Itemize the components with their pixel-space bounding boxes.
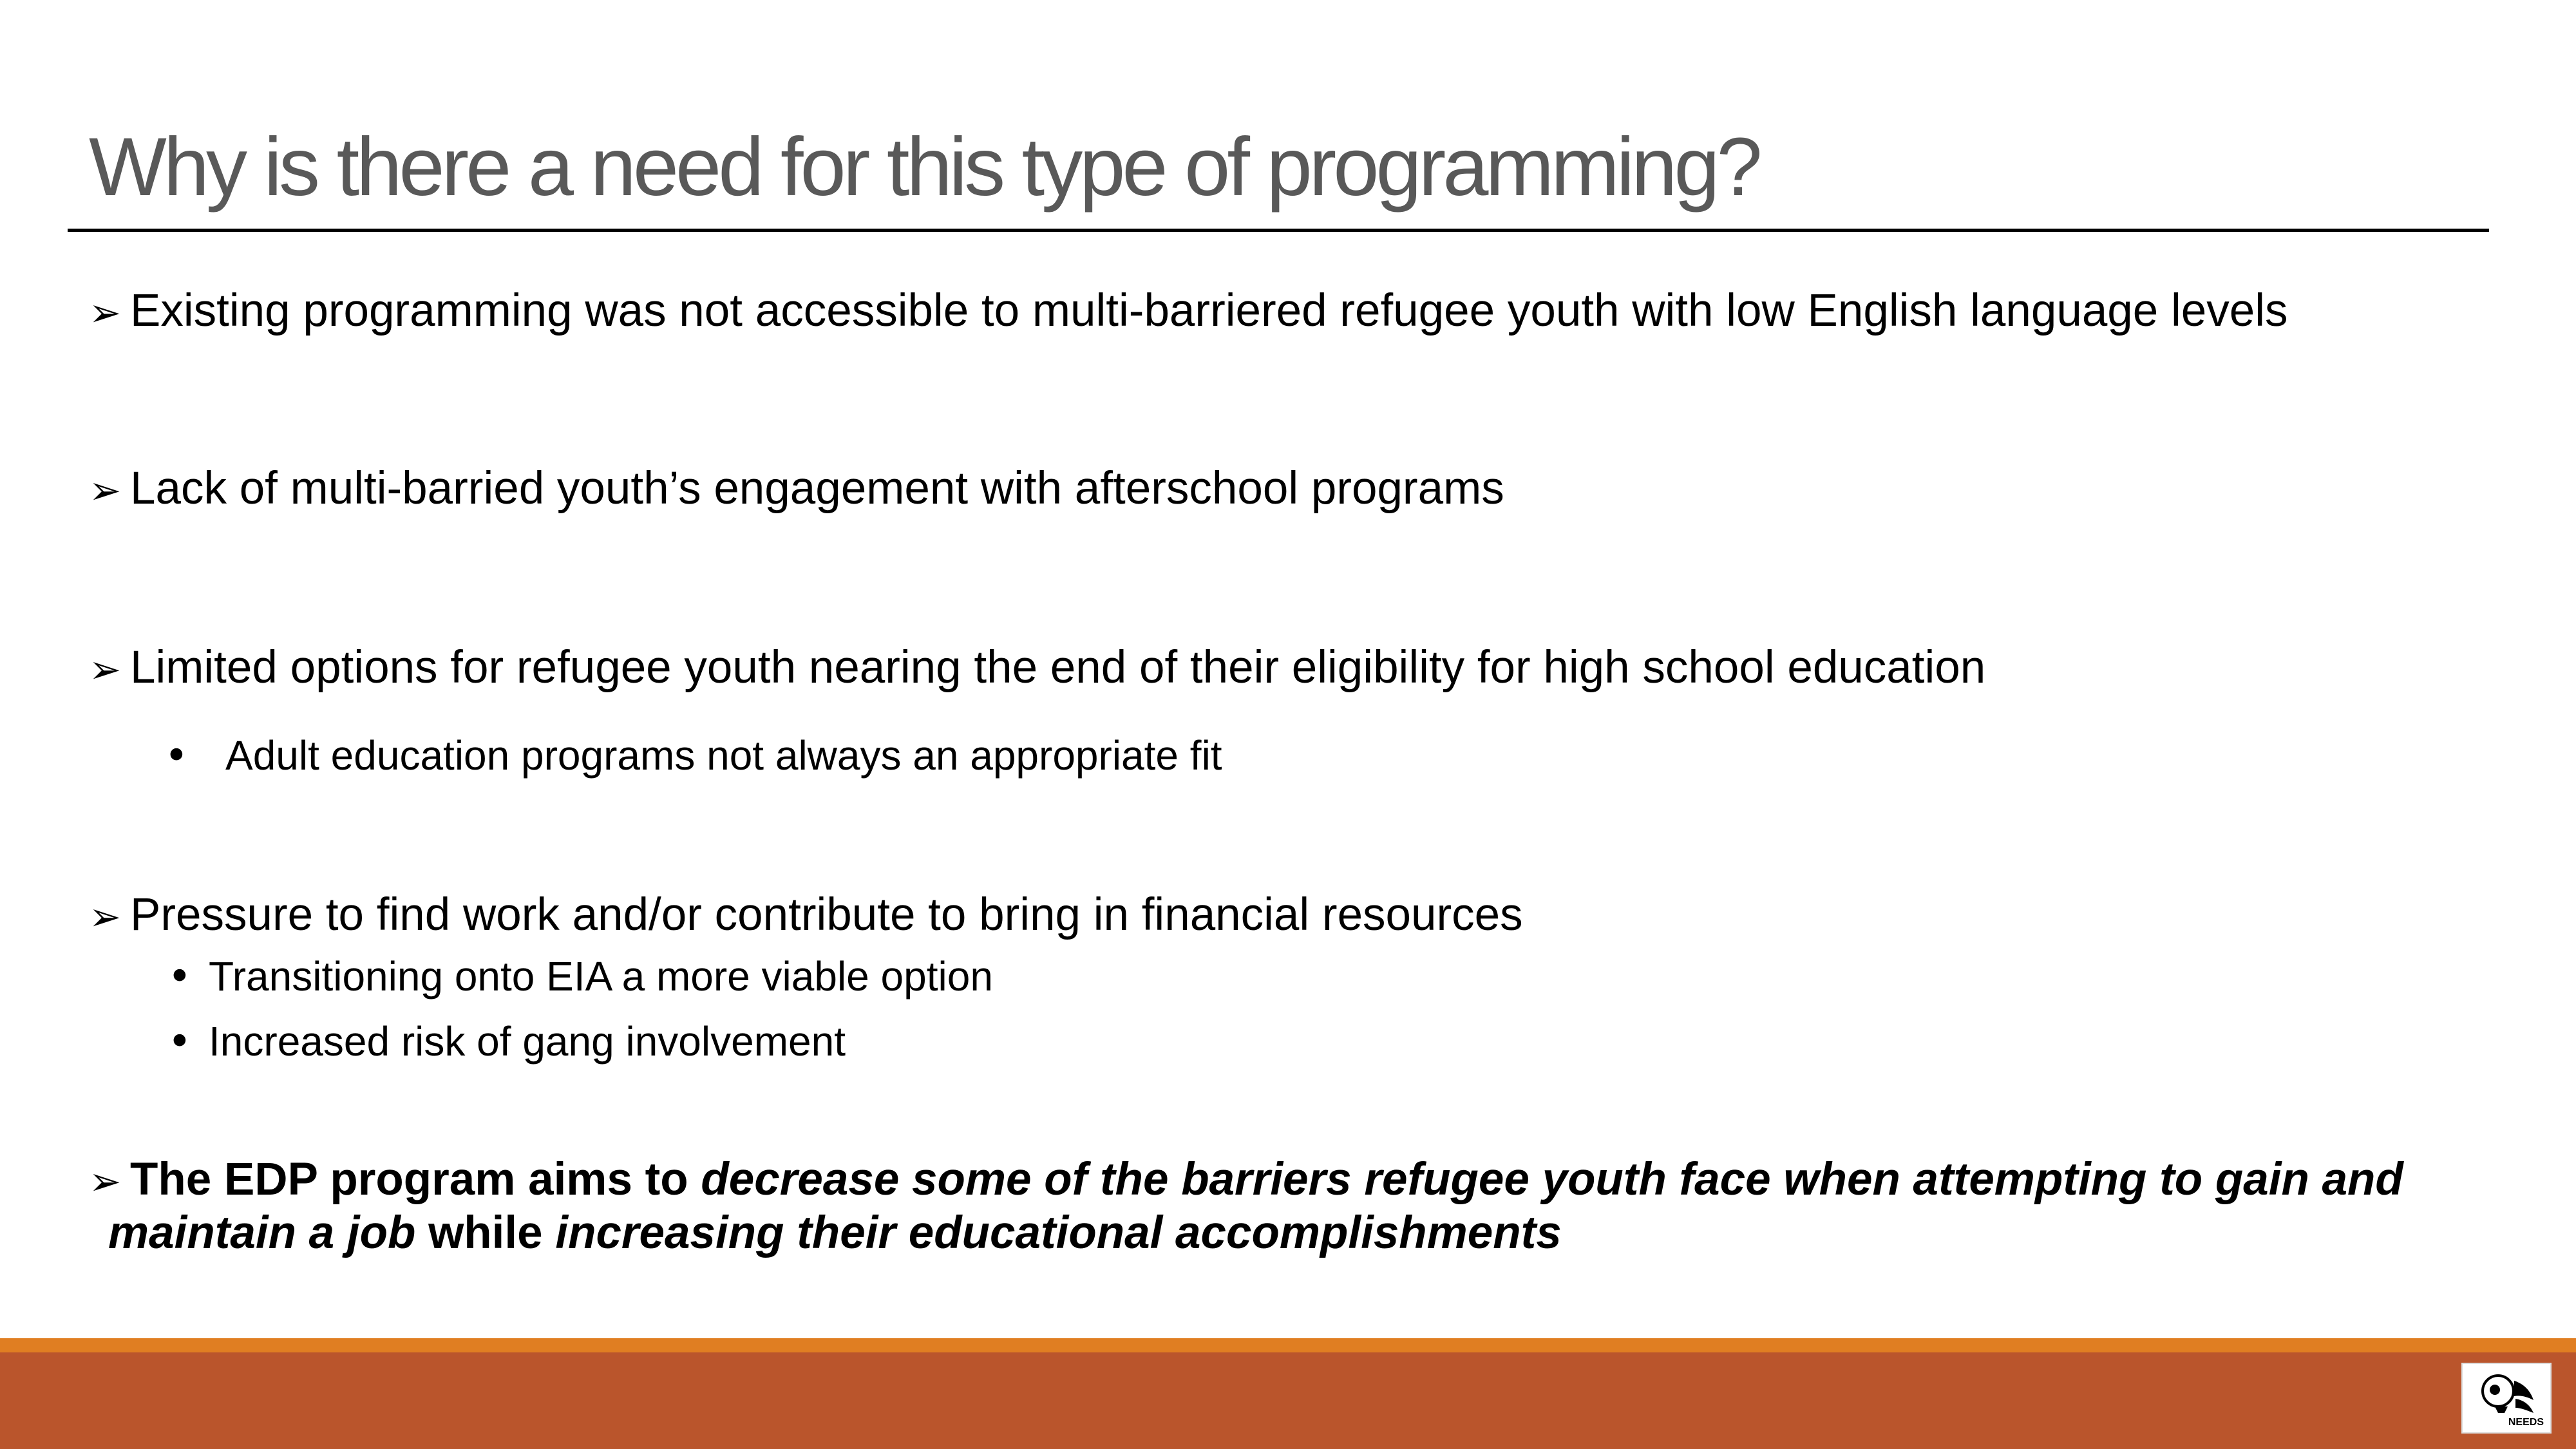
conclusion-connector: while <box>415 1208 556 1258</box>
logo-label: NEEDS <box>2508 1417 2544 1428</box>
sub-bullet-text: Adult education programs not always an appropriate fit <box>225 732 1222 779</box>
conclusion-emphasis: increasing their educational accomplishments <box>555 1208 1562 1258</box>
bullet-item <box>89 886 1523 946</box>
bullet-item <box>89 282 2288 342</box>
dot-bullet-icon: • <box>167 1018 192 1066</box>
dot-bullet-icon: • <box>167 953 192 1001</box>
bullet-item <box>89 639 1985 699</box>
conclusion-emphasis: decrease some of the barriers refugee youth face when attempting to gain and <box>701 1154 2403 1205</box>
sub-bullet-item <box>167 951 993 1003</box>
sub-bullet-item <box>164 730 1222 782</box>
dot-bullet-icon: • <box>164 732 189 780</box>
bullet-text: Lack of multi-barried youth’s engagement with afterschool programs <box>130 463 1504 514</box>
arrow-bullet-icon: ➢ <box>89 290 122 336</box>
needs-logo <box>2461 1363 2552 1434</box>
conclusion-bullet <box>89 1154 2497 1259</box>
arrow-bullet-icon: ➢ <box>89 1159 122 1204</box>
arrow-bullet-icon: ➢ <box>89 468 122 513</box>
needs-logo-icon <box>2469 1368 2546 1419</box>
footer-bar <box>0 1352 2576 1449</box>
footer-accent-bar <box>0 1338 2576 1352</box>
bullet-text: Existing programming was not accessible to multi-barriered refugee youth with low English language levels <box>130 285 2288 336</box>
bullet-text: Pressure to find work and/or contribute to bring in financial resources <box>130 889 1523 940</box>
sub-bullet-text: Transitioning onto EIA a more viable option <box>209 953 993 999</box>
conclusion-emphasis: maintain a job <box>108 1208 416 1258</box>
conclusion-continuation <box>89 1208 2497 1259</box>
title-divider <box>68 229 2489 232</box>
sub-bullet-text: Increased risk of gang involvement <box>209 1018 846 1065</box>
arrow-bullet-icon: ➢ <box>89 647 122 692</box>
sub-bullet-item <box>167 1016 846 1068</box>
arrow-bullet-icon: ➢ <box>89 895 122 940</box>
bullet-item <box>89 460 1504 520</box>
bullet-text: Limited options for refugee youth nearing the end of their eligibility for high school education <box>130 642 1986 693</box>
conclusion-lead: The EDP program aims to <box>130 1154 701 1205</box>
slide-title: Why is there a need for this type of programming? <box>89 121 1759 213</box>
